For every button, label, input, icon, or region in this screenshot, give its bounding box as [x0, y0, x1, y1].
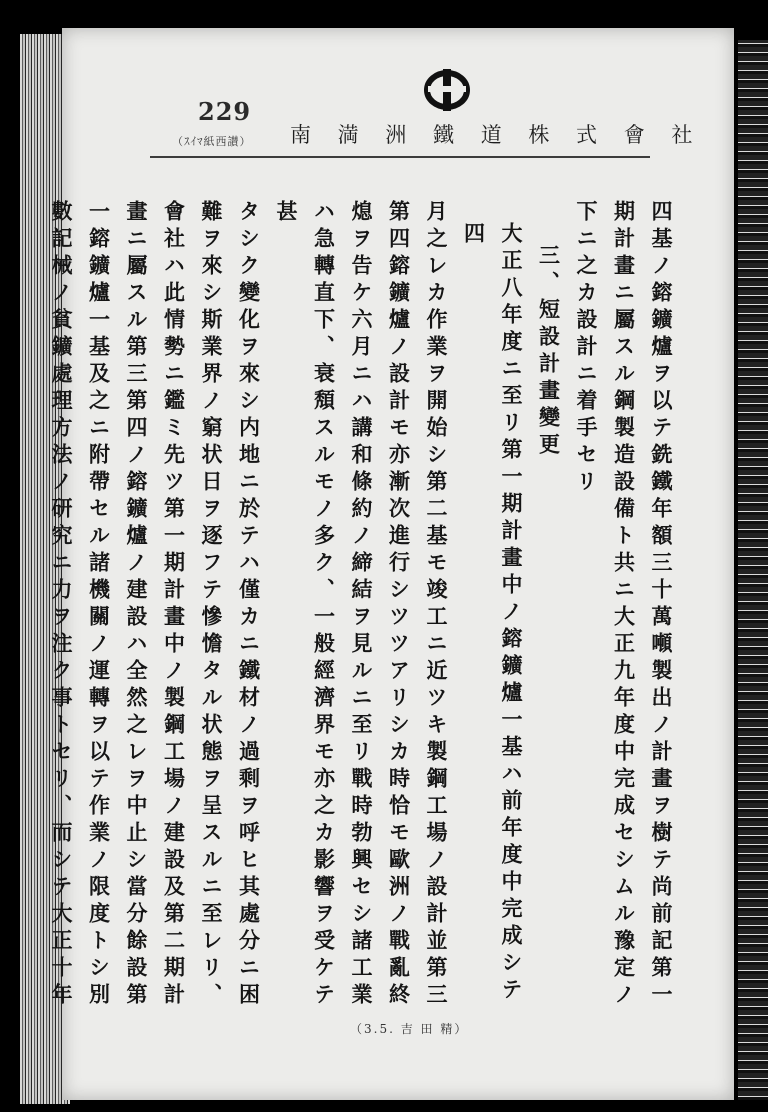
text-line: 月之レカ作業ヲ開始シ第二基モ竣工ニ近ツキ製鋼工場ノ設計並第三: [424, 200, 449, 1010]
page-number: 229: [198, 97, 252, 126]
page-footer: （3.5. 吉 田 精）: [350, 1022, 469, 1036]
header-rule: [150, 156, 650, 158]
text-line: 期計畫ニ屬スル鋼製造設備ト共ニ大正九年度中完成セシムル豫定ノ: [611, 200, 637, 1010]
text-line: 四基ノ鎔鑛爐ヲ以テ銑鐵年額三十萬噸製出ノ計畫ヲ樹テ尚前記第一: [649, 200, 674, 1010]
text-line: 會社ハ此情勢ニ鑑ミ先ツ第一期計畫中ノ製鋼工場ノ建設及第二期計: [161, 200, 187, 1010]
page-title: 南 満 洲 鐵 道 株 式 會 社: [290, 123, 703, 147]
text-line: ハ急轉直下、衰頽スルモノ多ク、一般經濟界モ亦之カ影響ヲ受ケテ甚: [274, 200, 337, 1010]
section-heading: 三、短設計畫變更: [536, 244, 562, 460]
text-line: 熄ヲ告ケ六月ニハ講和條約ノ締結ヲ見ルニ至リ戰時勃興セシ諸工業: [349, 200, 374, 1010]
body-text: [49, 200, 680, 1010]
text-line: 大正八年度ニ至リ第一期計畫中ノ鎔鑛爐一基ハ前年度中完成シテ四: [461, 222, 524, 1005]
text-line: 畫ニ屬スル第三第四ノ鎔鑛爐ノ建設ハ全然之レヲ中止シ當分餘設第: [124, 200, 149, 1010]
adjacent-page-strip: [738, 40, 768, 1100]
text-line: 第四鎔鑛爐ノ設計モ亦漸次進行シツツアリシカ時恰モ歐洲ノ戰亂終: [386, 200, 412, 1010]
text-line: 難ヲ來シ斯業界ノ窮状日ヲ逐フテ慘憺タル状態ヲ呈スルニ至レリ、: [199, 200, 224, 1010]
company-logo-icon: [422, 67, 472, 113]
page-header: [170, 95, 703, 165]
text-line: 下ニ之カ設計ニ着手セリ: [574, 200, 599, 497]
text-line: タシク變化ヲ來シ内地ニ於テハ僅カニ鐵材ノ過剩ヲ呼ヒ其處分ニ困: [236, 200, 262, 1010]
text-line: 數記械ノ貧鑛處理方法ノ研究ニ力ヲ注ク事トセリ、而シテ大正十年: [49, 200, 74, 1010]
page-subnote: （ｽｲﾏ紙西讃）: [172, 135, 252, 148]
text-line: 一鎔鑛爐一基及之ニ附帶セル諸機關ノ運轉ヲ以テ作業ノ限度トシ別: [86, 200, 112, 1010]
